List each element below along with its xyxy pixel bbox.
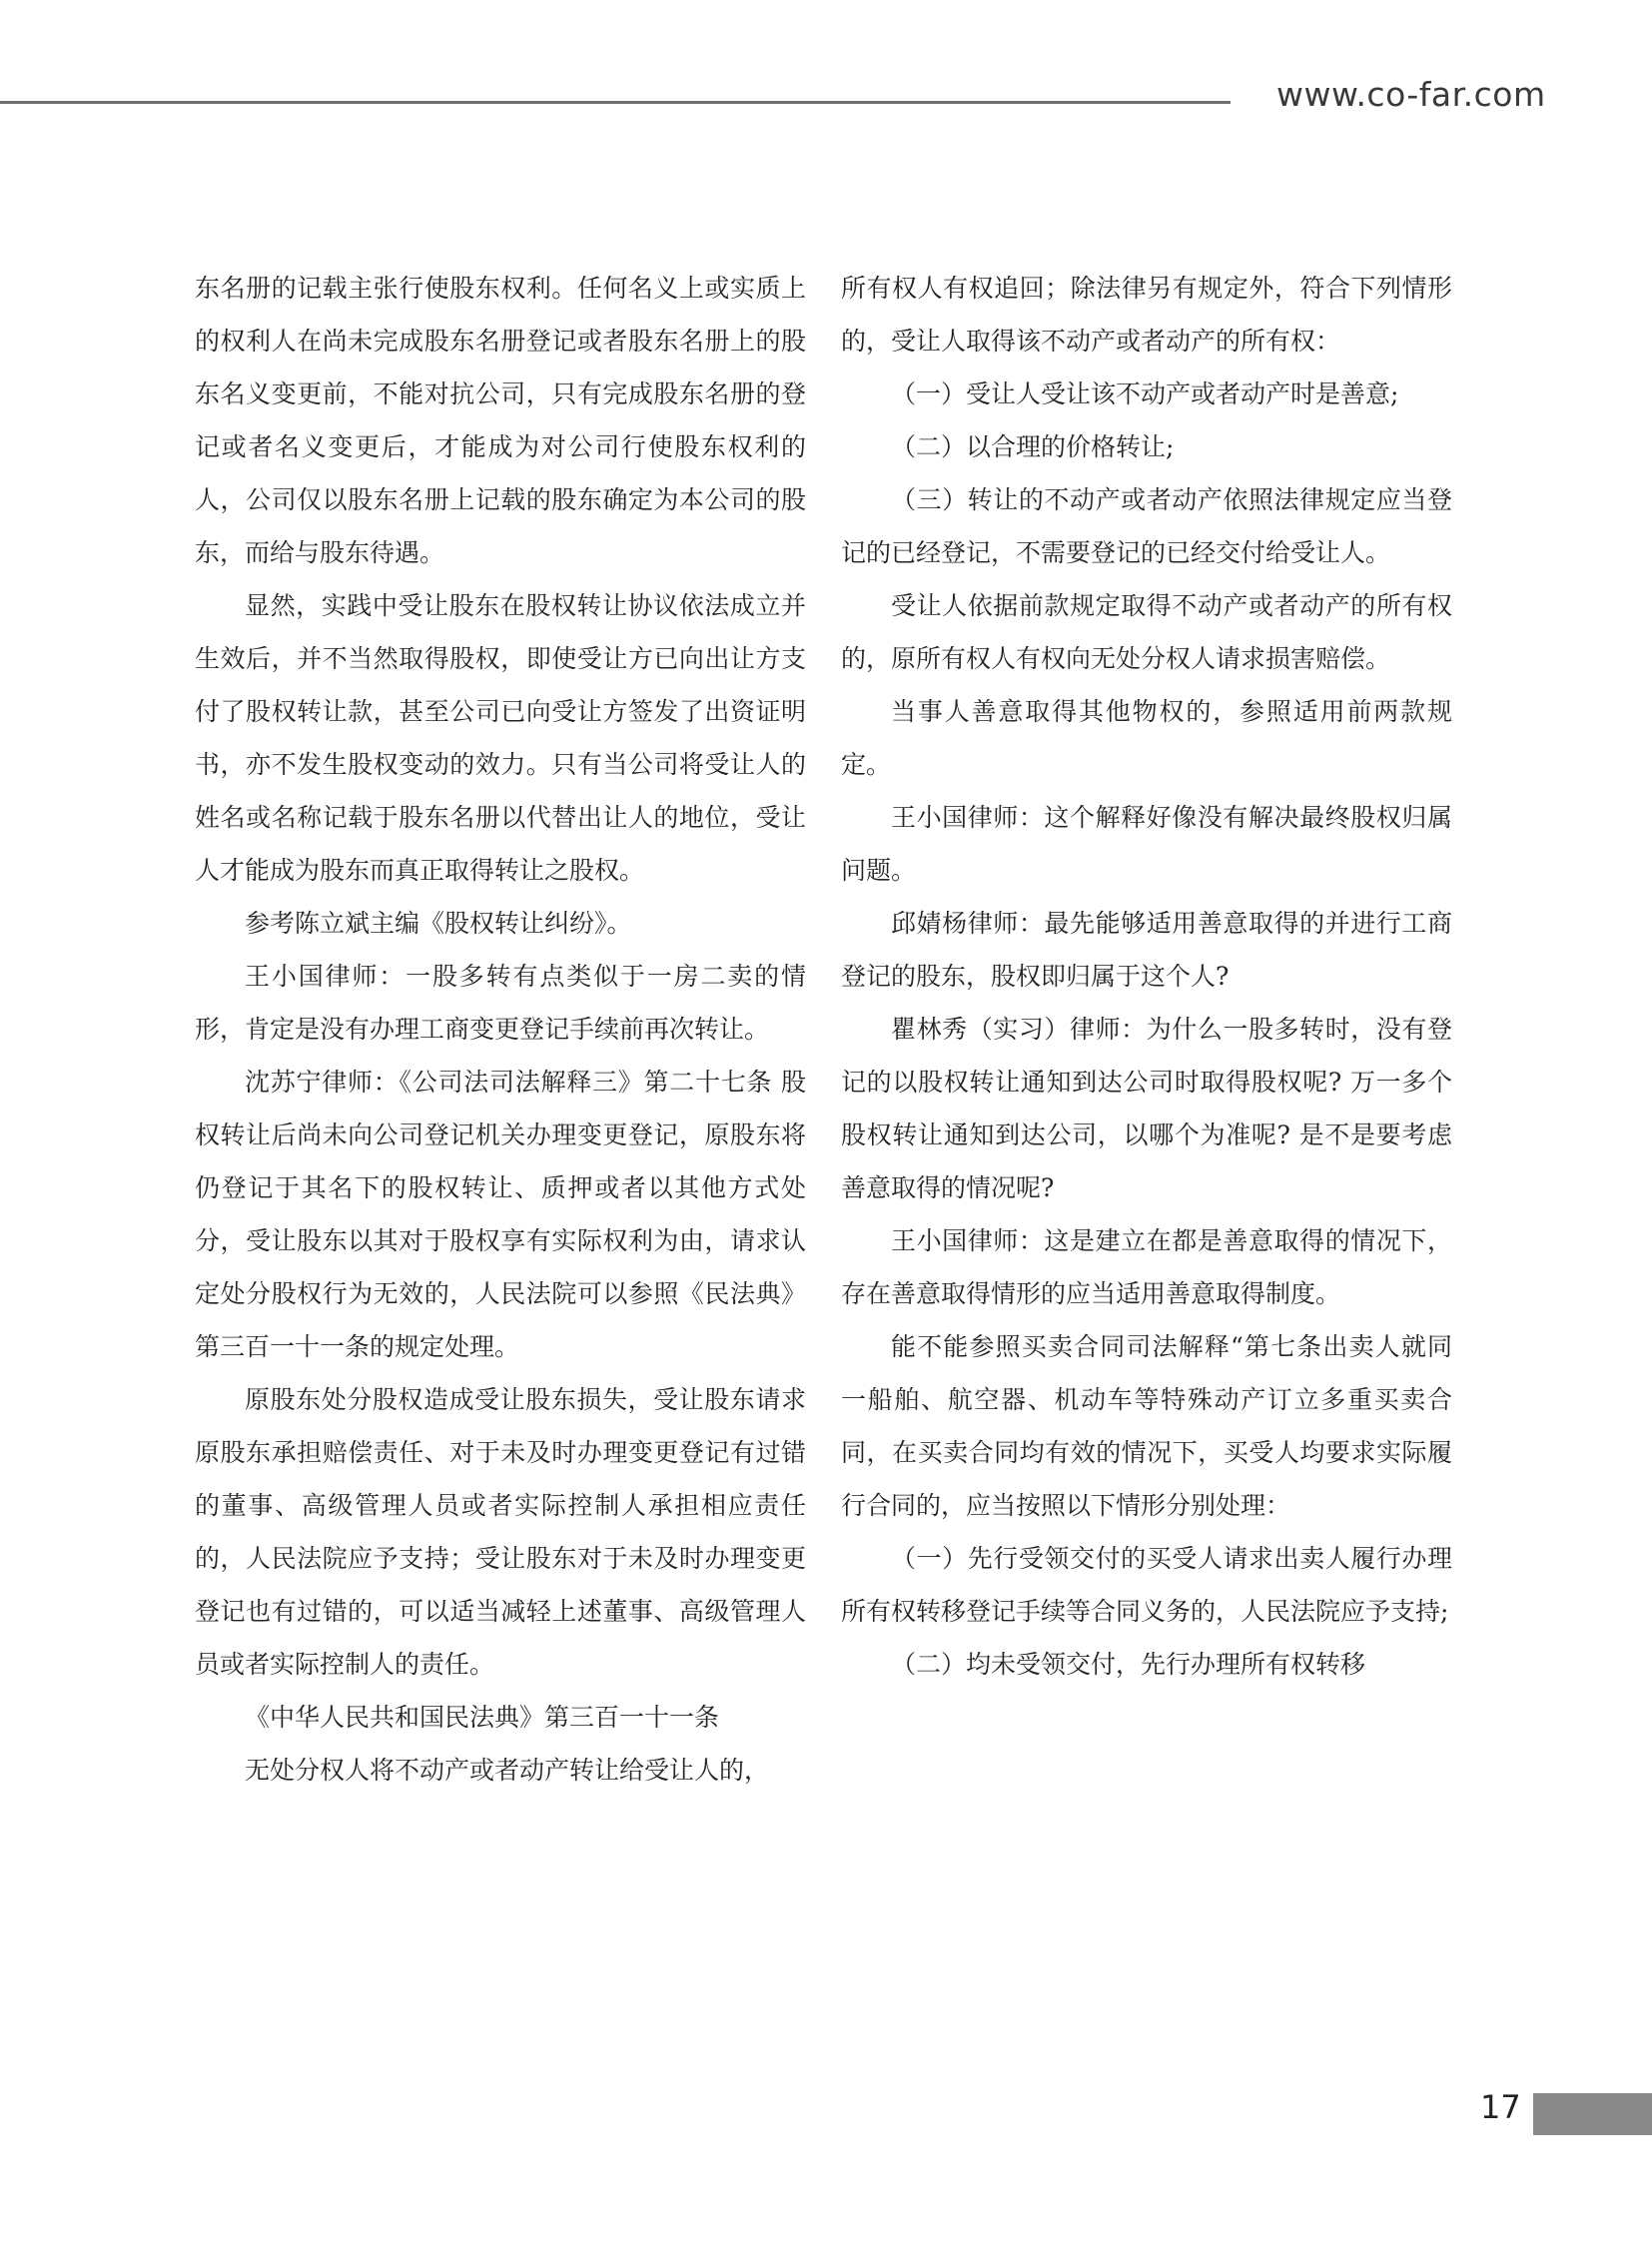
paragraph: 王小国律师：这个解释好像没有解决最终股权归属问题。 xyxy=(841,803,1452,885)
paragraph: 东名册的记载主张行使股东权利。任何名义上或实质上的权利人在尚未完成股东名册登记或者股东名册上的股东名义变更前，不能对抗公司，只有完成股东名册的登记或者名义变更后，才能成为对公司行使股东权利的人，公司仅以股东名册上记载的股东确定为本公司的股东，而给与股东待遇。 xyxy=(195,274,806,567)
paragraph: 王小国律师：这是建立在都是善意取得的情况下，存在善意取得情形的应当适用善意取得制度。 xyxy=(841,1226,1452,1308)
paragraph: 王小国律师：一股多转有点类似于一房二卖的情形，肯定是没有办理工商变更登记手续前再次转让。 xyxy=(195,962,806,1044)
page-tab xyxy=(1533,2093,1652,2135)
paragraph: 《中华人民共和国民法典》第三百一十一条 xyxy=(245,1703,720,1732)
paragraph: 参考陈立斌主编《股权转让纠纷》。 xyxy=(245,909,632,938)
paragraph: 能不能参照买卖合同司法解释“第七条出卖人就同一船舶、航空器、机动车等特殊动产订立多重买卖合同，在买卖合同均有效的情况下，买受人均要求实际履行合同的，应当按照以下情形分别处理： xyxy=(841,1332,1452,1520)
left-column xyxy=(195,262,806,1797)
paragraph: 瞿林秀（实习）律师：为什么一股多转时，没有登记的以股权转让通知到达公司时取得股权呢? 万一多个股权转让通知到达公司，以哪个为准呢? 是不是要考虑善意取得的情况呢? xyxy=(841,1015,1452,1202)
paragraph: 沈苏宁律师：《公司法司法解释三》第二十七条 股权转让后尚未向公司登记机关办理变更登记，原股东将仍登记于其名下的股权转让、质押或者以其他方式处分，受让股东以其对于股权享有实际权利为由，请求认定处分股权行为无效的，人民法院可以参照《民法典》第三百一十一条的规定处理。 xyxy=(195,1068,806,1361)
site-url: www.co-far.com xyxy=(1276,75,1546,114)
paragraph: （一）受让人受让该不动产或者动产时是善意; xyxy=(891,379,1399,408)
paragraph: （二）均未受领交付，先行办理所有权转移 xyxy=(891,1650,1366,1679)
paragraph: 受让人依据前款规定取得不动产或者动产的所有权的，原所有权人有权向无处分权人请求损害赔偿。 xyxy=(841,591,1452,673)
paragraph: 所有权人有权追回；除法律另有规定外，符合下列情形的，受让人取得该不动产或者动产的所有权： xyxy=(841,274,1452,356)
paragraph: （二）以合理的价格转让; xyxy=(891,432,1175,461)
right-column xyxy=(841,262,1452,1691)
paragraph: 显然，实践中受让股东在股权转让协议依法成立并生效后，并不当然取得股权，即使受让方已向出让方支付了股权转让款，甚至公司已向受让方签发了出资证明书，亦不发生股权变动的效力。只有当公司将受让人的姓名或名称记载于股东名册以代替出让人的地位，受让人才能成为股东而真正取得转让之股权。 xyxy=(195,591,806,885)
page-number: 17 xyxy=(1480,2088,1521,2126)
header-rule xyxy=(0,101,1231,104)
paragraph: （三）转让的不动产或者动产依照法律规定应当登记的已经登记，不需要登记的已经交付给受让人。 xyxy=(841,485,1452,567)
paragraph: 邱婧杨律师：最先能够适用善意取得的并进行工商登记的股东，股权即归属于这个人? xyxy=(841,909,1452,991)
paragraph: 原股东处分股权造成受让股东损失，受让股东请求原股东承担赔偿责任、对于未及时办理变更登记有过错的董事、高级管理人员或者实际控制人承担相应责任的，人民法院应予支持；受让股东对于未及时办理变更登记也有过错的，可以适当减轻上述董事、高级管理人员或者实际控制人的责任。 xyxy=(195,1385,806,1679)
paragraph: 无处分权人将不动产或者动产转让给受让人的， xyxy=(245,1756,770,1785)
paragraph: 当事人善意取得其他物权的，参照适用前两款规定。 xyxy=(841,697,1452,779)
paragraph: （一）先行受领交付的买受人请求出卖人履行办理所有权转移登记手续等合同义务的，人民法院应予支持; xyxy=(841,1544,1452,1626)
